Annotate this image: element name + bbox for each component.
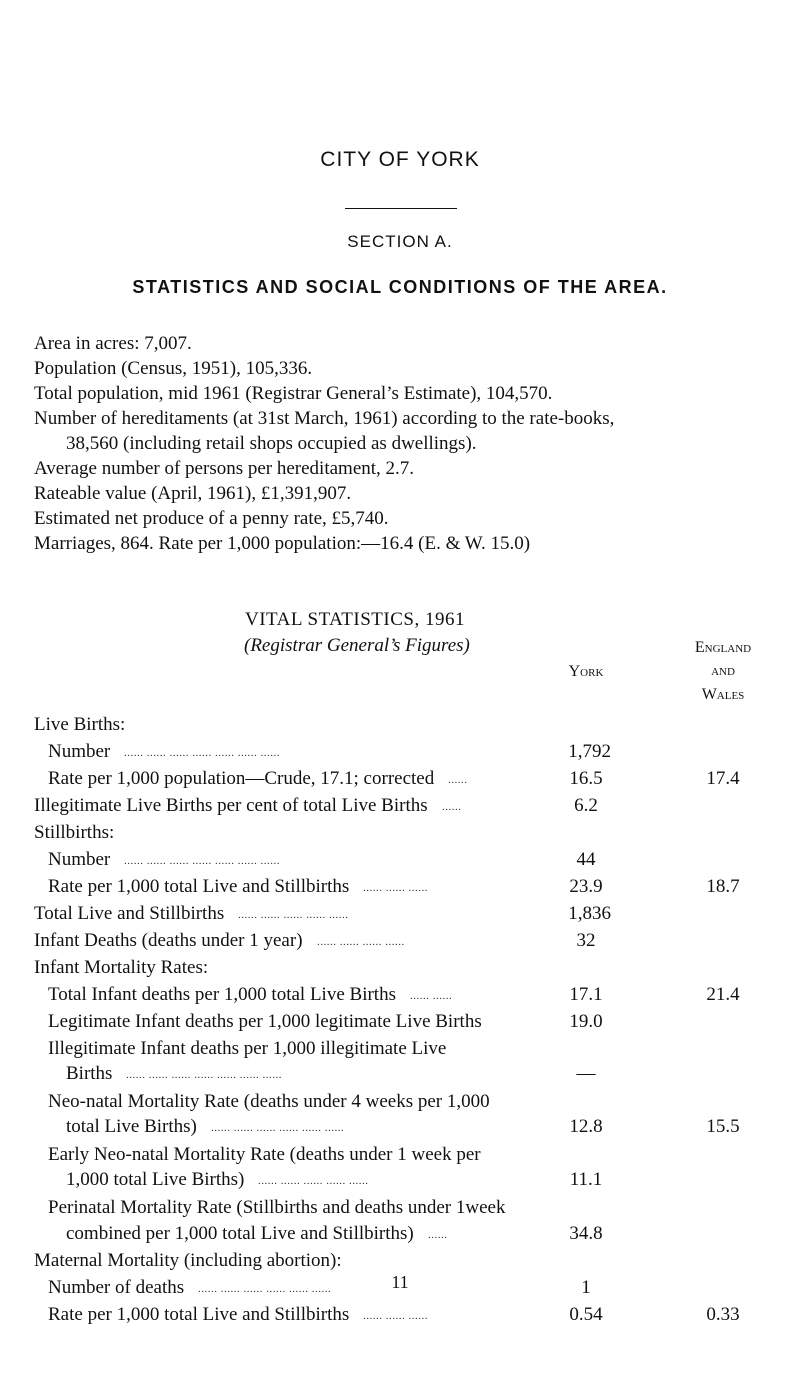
table-row [0,903,800,930]
table-row [0,1091,800,1118]
leader-dots: ...... ...... ...... [363,882,428,894]
england-wales-value: 17.4 [706,768,740,789]
column-header-york: York [568,663,604,680]
york-value: 34.8 [569,1223,603,1244]
leader-dots: ...... ...... ...... ...... ...... ...... ...... [124,747,280,759]
leader-dots: ...... ...... ...... ...... ...... [258,1175,369,1187]
table-row [0,849,800,876]
table-row [0,1063,800,1090]
row-label: Infant Mortality Rates: [34,957,209,978]
leader-dots: ...... ...... ...... ...... ...... ...... ...... [126,1069,282,1081]
row-label: Maternal Mortality (including abortion): [34,1250,342,1271]
table-row [0,984,800,1011]
table-row [0,741,800,768]
page-number: 11 [391,1272,409,1292]
row-label: Rate per 1,000 total Live and Stillbirths [48,1304,350,1325]
section-label: SECTION A. [347,232,453,251]
york-value: 1 [581,1277,591,1298]
leader-dots: ...... ...... ...... [363,1310,428,1322]
table-row [0,795,800,822]
table-row [0,1197,800,1224]
title-rule [345,208,457,209]
row-label: Illegitimate Infant deaths per 1,000 illegitimate Live [48,1038,447,1059]
row-label: Total Live and Stillbirths [34,903,225,924]
york-value: 0.54 [569,1304,603,1325]
fact-population-estimate: Total population, mid 1961 (Registrar General’s Estimate), 104,570. [34,383,553,404]
york-value: 19.0 [569,1011,603,1032]
york-value: 16.5 [569,768,603,789]
fact-penny-rate: Estimated net produce of a penny rate, £5,740. [34,508,389,529]
fact-rateable-value: Rateable value (April, 1961), £1,391,907. [34,483,352,504]
row-label: Number [48,741,111,762]
leader-dots: ...... ...... ...... ...... [317,936,405,948]
table-row [0,1144,800,1171]
table-row [0,1169,800,1196]
table-row [0,714,800,741]
row-label: Number [48,849,111,870]
vital-statistics-title: VITAL STATISTICS, 1961 [245,609,465,630]
row-label: Neo-natal Mortality Rate (deaths under 4 weeks per 1,000 [48,1091,490,1112]
york-value: 11.1 [569,1169,603,1190]
table-row [0,1116,800,1143]
leader-dots: ...... [448,774,468,786]
row-label: Legitimate Infant deaths per 1,000 legitimate Live Births [48,1011,482,1032]
leader-dots: ...... ...... ...... ...... ...... [238,909,349,921]
row-label: Illegitimate Live Births per cent of total Live Births [34,795,428,816]
york-value: 1,836 [568,903,611,924]
york-value: 6.2 [574,795,598,816]
row-label: Rate per 1,000 population—Crude, 17.1; corrected [48,768,435,789]
york-value: 32 [576,930,596,951]
row-label: Stillbirths: [34,822,115,843]
section-heading: STATISTICS AND SOCIAL CONDITIONS OF THE AREA. [132,277,668,297]
table-row [0,876,800,903]
table-row [0,768,800,795]
leader-dots: ...... [442,801,462,813]
york-value: 17.1 [569,984,603,1005]
york-value: 12.8 [569,1116,603,1137]
fact-population-census: Population (Census, 1951), 105,336. [34,358,313,379]
fact-area: Area in acres: 7,007. [34,333,192,354]
row-label: Infant Deaths (deaths under 1 year) [34,930,303,951]
row-label: 1,000 total Live Births) [66,1169,245,1190]
york-value: 23.9 [569,876,603,897]
column-header-england: England [694,639,752,656]
table-row [0,1011,800,1038]
leader-dots: ...... ...... ...... ...... ...... ...... ...... [124,855,280,867]
york-value: 1,792 [568,741,611,762]
york-value: 44 [576,849,596,870]
table-row [0,957,800,984]
york-value: — [576,1063,596,1084]
row-label: combined per 1,000 total Live and Stillbirths) [66,1223,414,1244]
leader-dots: ...... ...... [410,990,453,1002]
table-row [0,1304,800,1331]
row-label: Births [66,1063,113,1084]
fact-hereditaments: Number of hereditaments (at 31st March, 1961) according to the rate-books, [34,408,615,429]
row-label: Live Births: [34,714,126,735]
table-row [0,1223,800,1250]
vital-statistics-subtitle: (Registrar General’s Figures) [244,635,470,656]
england-wales-value: 15.5 [706,1116,740,1137]
page-title: CITY OF YORK [320,148,480,171]
table-row [0,1038,800,1065]
fact-persons-per-hereditament: Average number of persons per hereditament, 2.7. [34,458,415,479]
row-label: total Live Births) [66,1116,197,1137]
england-wales-value: 0.33 [706,1304,740,1325]
column-header-wales: Wales [701,686,745,703]
table-row [0,930,800,957]
row-label: Perinatal Mortality Rate (Stillbirths and deaths under 1week [48,1197,506,1218]
row-label: Rate per 1,000 total Live and Stillbirths [48,876,350,897]
row-label: Early Neo-natal Mortality Rate (deaths under 1 week per [48,1144,481,1165]
fact-hereditaments-continued: 38,560 (including retail shops occupied as dwellings). [66,433,477,454]
table-row [0,822,800,849]
england-wales-value: 18.7 [706,876,740,897]
column-header-and: and [711,662,735,679]
leader-dots: ...... ...... ...... ...... ...... ...... [198,1283,332,1295]
england-wales-value: 21.4 [706,984,740,1005]
row-label: Total Infant deaths per 1,000 total Live Births [48,984,396,1005]
fact-marriages: Marriages, 864. Rate per 1,000 population:—16.4 (E. & W. 15.0) [34,533,531,554]
leader-dots: ...... [428,1229,448,1241]
row-label: Number of deaths [48,1277,185,1298]
leader-dots: ...... ...... ...... ...... ...... ...... [211,1122,345,1134]
